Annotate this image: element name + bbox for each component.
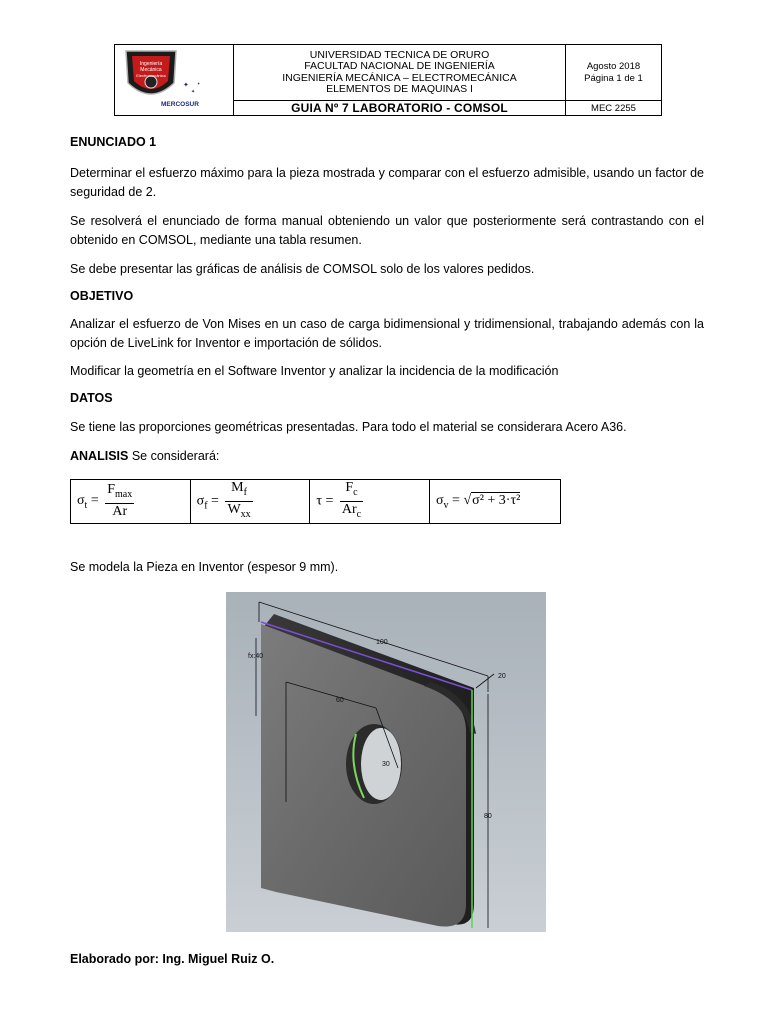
heading-analisis: ANALISIS xyxy=(70,449,129,463)
date-text: Agosto 2018 xyxy=(586,60,641,72)
formula-table xyxy=(70,479,561,524)
paragraph-6: Se tiene las proporciones geométricas presentadas. Para todo el material se considerara Acero A36. xyxy=(70,420,627,434)
career-name: INGENIERÍA MECÁNICA – ELECTROMECÁNICA xyxy=(282,71,517,84)
dim-100: 100 xyxy=(376,639,388,646)
author-footer: Elaborado por: Ing. Miguel Ruiz O. xyxy=(70,952,275,966)
faculty-name: FACULTAD NACIONAL DE INGENIERÍA xyxy=(304,60,495,72)
subject-name: ELEMENTOS DE MAQUINAS I xyxy=(326,83,473,95)
page-text: Página 1 de 1 xyxy=(584,72,643,84)
dim-60: 60 xyxy=(336,697,344,704)
heading-objetivo: OBJETIVO xyxy=(70,289,134,303)
dim-80: 80 xyxy=(484,813,492,820)
university-name: UNIVERSIDAD TECNICA DE ORURO xyxy=(309,48,490,61)
stars-icon xyxy=(181,79,205,99)
mercosur-label: MERCOSUR xyxy=(161,101,199,108)
svg-text:✦: ✦ xyxy=(191,89,196,95)
inventor-part-figure xyxy=(226,592,546,932)
paragraph-4: Analizar el esfuerzo de Von Mises en un caso de carga bidimensional y tridimensional, trabajando además con la opción de LiveLink for Inventor e importación de sólidos. xyxy=(70,317,704,350)
formula-bending: $\sigma_f$ = $\frac{M_f}{W_{xx}}$ xyxy=(190,480,310,524)
formula-traction: $\sigma_t$ = $\frac{F_{max}}{Ar}$ xyxy=(71,480,191,524)
analisis-line xyxy=(70,447,704,466)
logo-text-2: Mecánica xyxy=(140,67,162,73)
date-cell xyxy=(566,45,662,101)
institution-cell xyxy=(234,45,566,101)
paragraph-3: Se debe presentar las gráficas de análisis de COMSOL solo de los valores pedidos. xyxy=(70,262,535,276)
heading-datos: DATOS xyxy=(70,391,113,405)
paragraph-5: Modificar la geometría en el Software Inventor y analizar la incidencia de la modificación xyxy=(70,364,559,378)
guide-title: GUIA Nº 7 LABORATORIO - COMSOL xyxy=(234,101,566,116)
faculty-shield-icon xyxy=(121,47,181,105)
dim-20: 20 xyxy=(498,673,506,680)
svg-text:✦: ✦ xyxy=(183,82,189,89)
formula-shear: τ = $\frac{F_c}{Ar_c}$ xyxy=(310,480,430,524)
paragraph-1: Determinar el esfuerzo máximo para la pieza mostrada y comparar con el esfuerzo admisible, usando un factor de seguridad de 2. xyxy=(70,166,704,199)
formula-von-mises: $\sigma_v = √\sigma^2 + 3\cdot\tau^2$ xyxy=(430,480,561,524)
course-code: MEC 2255 xyxy=(566,101,662,116)
document-header xyxy=(114,44,662,116)
heading-enunciado: ENUNCIADO 1 xyxy=(70,135,157,149)
logo-text-3: Electromecánica xyxy=(136,73,166,78)
analisis-text: Se considerará: xyxy=(128,449,220,463)
dim-30: 30 xyxy=(382,761,390,768)
logo-text-1: Ingeniería xyxy=(139,61,163,67)
logo-cell xyxy=(115,45,234,116)
paragraph-2: Se resolverá el enunciado de forma manual obteniendo un valor que posteriormente será contrastando con el obtenido en COMSOL, mediante una tabla resumen. xyxy=(70,214,704,247)
dim-fx40: fx:40 xyxy=(248,653,264,660)
paragraph-8: Se modela la Pieza en Inventor (espesor 9 mm). xyxy=(70,560,339,574)
svg-text:✦: ✦ xyxy=(197,81,201,86)
